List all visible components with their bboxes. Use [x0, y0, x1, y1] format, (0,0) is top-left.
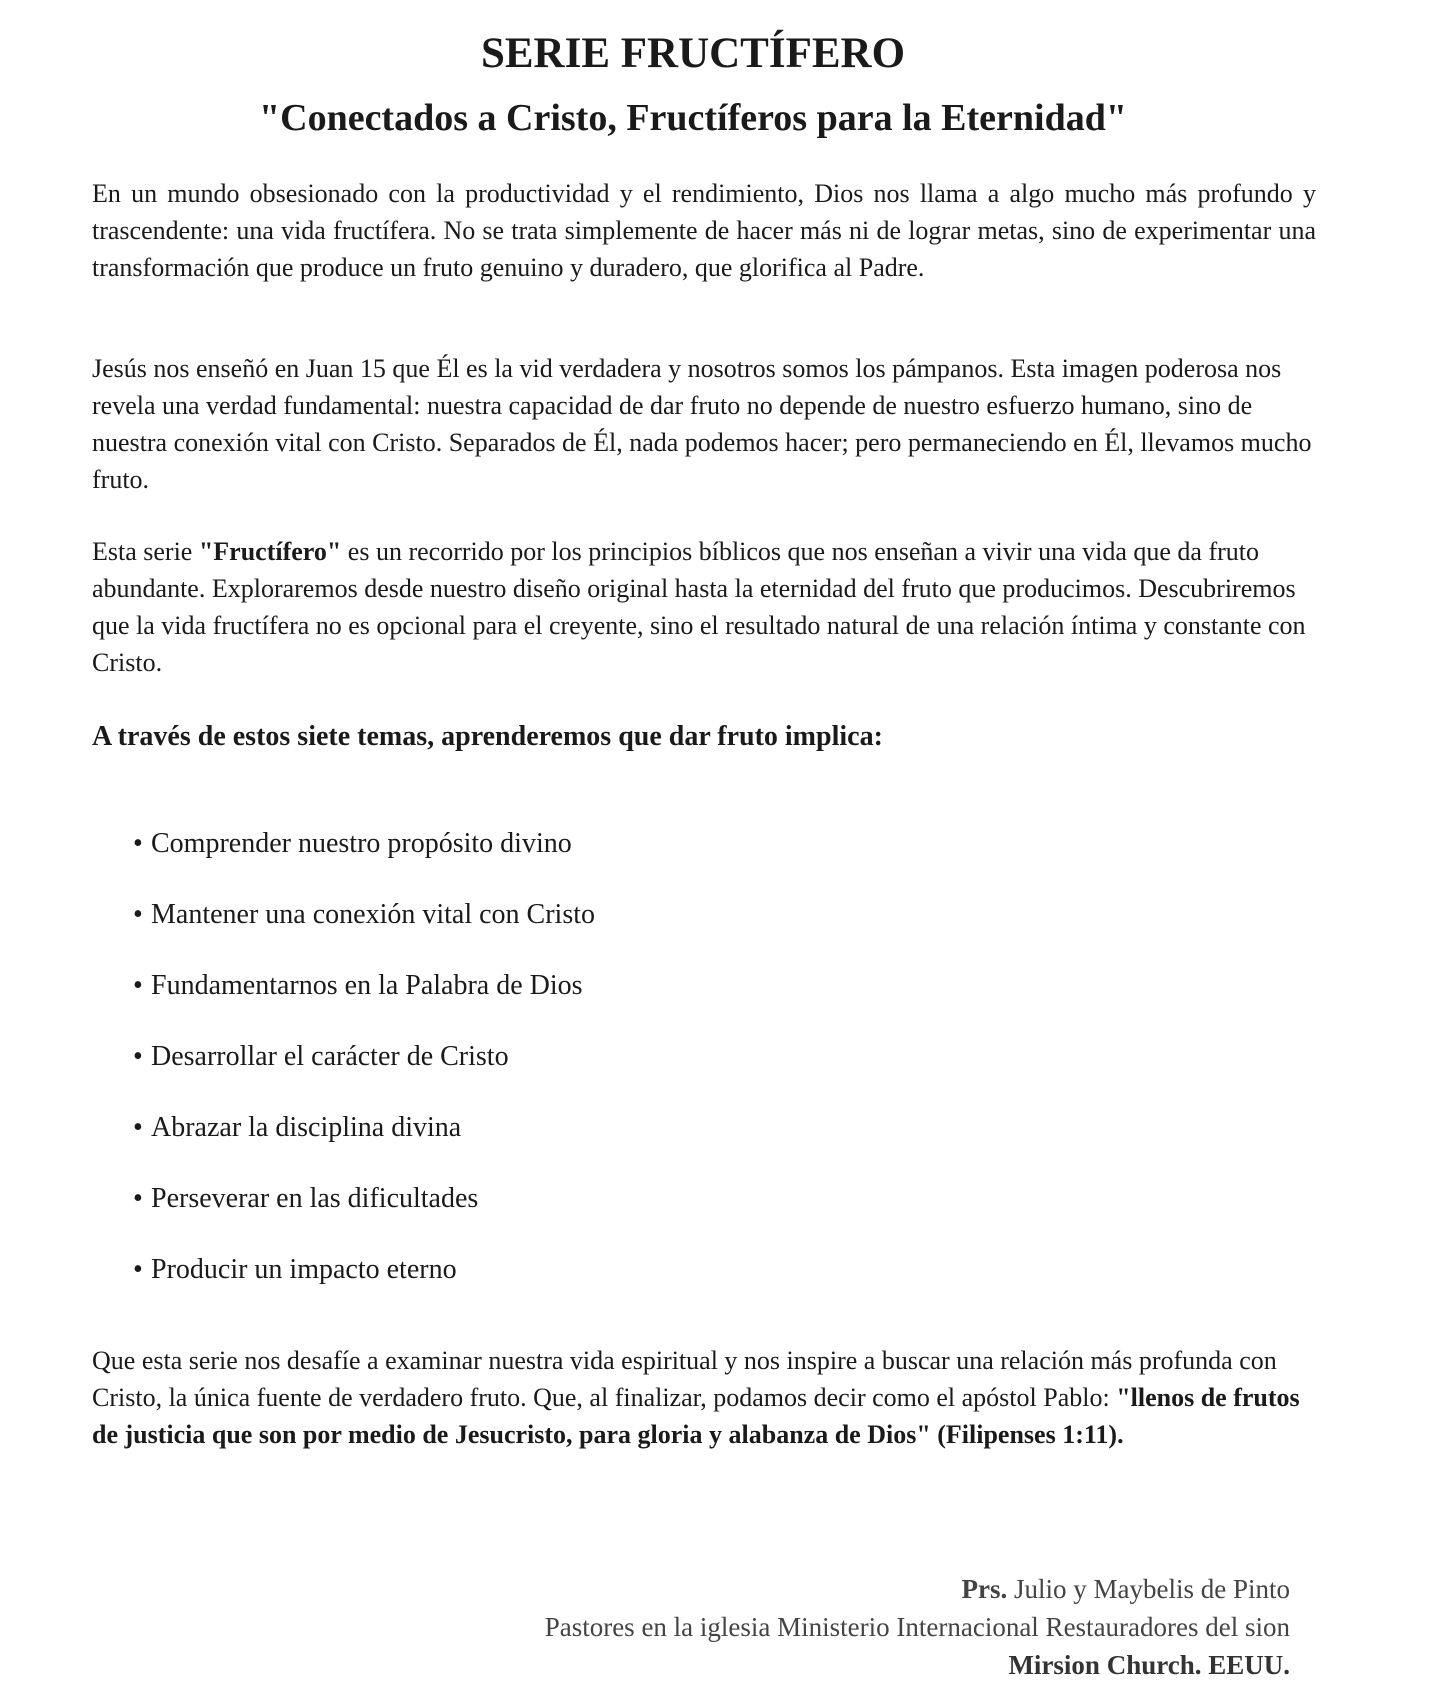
bullet-icon: •: [133, 1183, 143, 1214]
document-title: SERIE FRUCTÍFERO: [480, 30, 906, 77]
list-item: [133, 897, 595, 968]
closing-paragraph: [92, 1342, 1332, 1453]
intro-paragraph-1: En un mundo obsesionado con la productividad y el rendimiento, Dios nos llama a algo mucho más profundo y trascendente: una vida fructífera. No se trata simplemente de hacer más ni de lograr metas, sino de experimentar una transformación que produce un fruto genuino y duradero, que glorifica al Padre.: [92, 179, 1316, 282]
list-item: [133, 826, 595, 897]
bullet-icon: •: [133, 899, 143, 930]
intro-paragraph-2: Jesús nos enseñó en Juan 15 que Él es la vid verdadera y nosotros somos los pámpanos. Esta imagen poderosa nos revela una verdad fundamental: nuestra capacidad de dar fruto no depende de nuestro esfuerzo humano, sino de nuestra conexión vital con Cristo. Separados de Él, nada podemos hacer; pero permaneciendo en Él, llevamos mucho fruto.: [92, 354, 1312, 494]
bullet-icon: •: [133, 970, 143, 1001]
scripture-quote: "llenos de frutos de justicia que son por medio de Jesucristo, para gloria y alabanza de Dios" (Filipenses 1:11).: [92, 1383, 1300, 1449]
bullet-icon: •: [133, 1254, 143, 1285]
list-item-text: Desarrollar el carácter de Cristo: [151, 1041, 509, 1072]
signature-block: [545, 1570, 1290, 1684]
document-subtitle: "Conectados a Cristo, Fructíferos para la Eternidad": [259, 97, 1127, 139]
signature-names: Julio y Maybelis de Pinto: [1007, 1574, 1290, 1604]
p3-text-after: es un recorrido por los principios bíblicos que nos enseñan a vivir una vida que da fruto abundante. Exploraremos desde nuestro diseño original hasta la eternidad del fruto que producimos. Descubriremos que la vida fructífera no es opcional para el creyente, sino el resultado natural de una relación íntima y constante con Cristo.: [92, 537, 1306, 677]
signature-prefix: Prs.: [961, 1574, 1008, 1604]
signature-church: Mirsion Church. EEUU.: [1008, 1650, 1290, 1680]
signature-role: Pastores en la iglesia Ministerio Internacional Restauradores del sion: [544, 1612, 1290, 1642]
list-item: [133, 1039, 595, 1110]
list-item-text: Producir un impacto eterno: [151, 1254, 457, 1285]
list-item-text: Mantener una conexión vital con Cristo: [151, 899, 595, 930]
series-name-emphasis: "Fructífero": [198, 537, 342, 566]
list-item-text: Comprender nuestro propósito divino: [151, 828, 572, 859]
bullet-icon: •: [133, 1041, 143, 1072]
closing-text: Que esta serie nos desafíe a examinar nuestra vida espiritual y nos inspire a buscar una relación más profunda con Cristo, la única fuente de verdadero fruto. Que, al finalizar, podamos decir como el apóstol Pablo:: [92, 1346, 1277, 1412]
list-item-text: Fundamentarnos en la Palabra de Dios: [151, 970, 583, 1001]
list-item: [133, 968, 595, 1039]
list-item-text: Abrazar la disciplina divina: [151, 1112, 462, 1143]
signature-names-line: [545, 1570, 1290, 1608]
topics-list: [133, 826, 595, 1323]
list-item: [133, 1181, 595, 1252]
list-item: [133, 1110, 595, 1181]
bullet-icon: •: [133, 828, 143, 859]
intro-paragraph-3: [92, 533, 1316, 681]
p3-text-before: Esta serie: [92, 537, 199, 566]
topics-lead: A través de estos siete temas, aprenderemos que dar fruto implica:: [92, 721, 883, 752]
bullet-icon: •: [133, 1112, 143, 1143]
list-item: [133, 1252, 595, 1323]
list-item-text: Perseverar en las dificultades: [151, 1183, 479, 1214]
